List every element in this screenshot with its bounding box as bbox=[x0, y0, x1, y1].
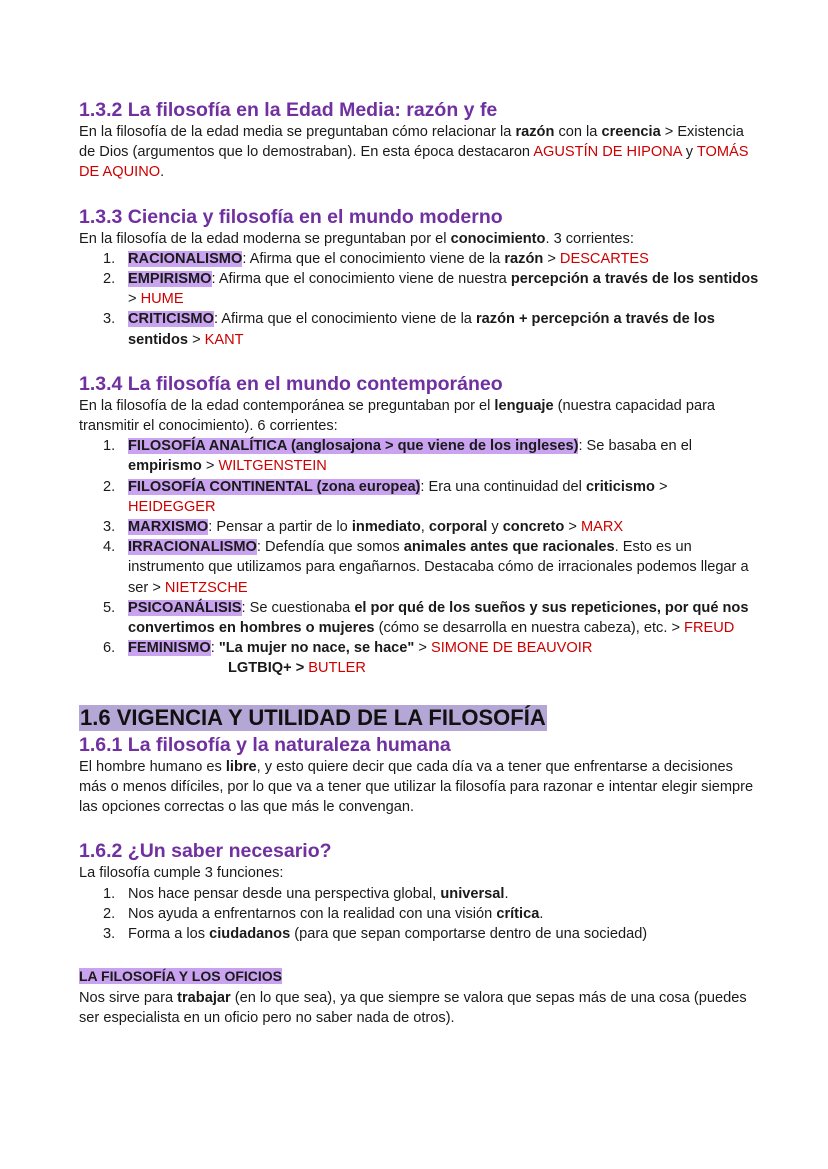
text: : Era una continuidad del bbox=[420, 478, 586, 495]
text: : Afirma que el conocimiento viene de la bbox=[242, 250, 505, 267]
list-number: 3. bbox=[103, 311, 116, 328]
text: y bbox=[681, 144, 697, 161]
bold-text: criticismo bbox=[585, 478, 655, 495]
list-number: 1. bbox=[103, 250, 116, 267]
list-number: 1. bbox=[103, 885, 116, 902]
list-number: 2. bbox=[103, 271, 116, 288]
section-heading: 1.3.3 Ciencia y filosofía en el mundo moderno bbox=[79, 205, 503, 228]
text: En la filosofía de la edad media se preguntaban cómo relacionar la bbox=[79, 124, 516, 140]
philosopher-name: KANT bbox=[204, 331, 244, 348]
list-item bbox=[79, 269, 759, 309]
text: (cómo se desarrolla en nuestra cabeza), etc. > bbox=[374, 620, 685, 637]
text: > bbox=[201, 458, 219, 475]
bold-text: libre bbox=[225, 758, 257, 775]
line-continuation bbox=[128, 658, 759, 678]
text: : Se basaba en el bbox=[578, 438, 693, 455]
spacer bbox=[79, 944, 759, 966]
text: > bbox=[188, 331, 205, 348]
bold-text: trabajar bbox=[177, 989, 231, 1006]
text: . bbox=[504, 885, 509, 902]
list-number: 6. bbox=[103, 640, 116, 657]
spacer bbox=[79, 183, 759, 205]
text: Forma a los bbox=[128, 926, 210, 943]
highlighted-term: FEMINISMO bbox=[128, 640, 211, 657]
list-number: 2. bbox=[103, 478, 116, 495]
text: : Afirma que el conocimiento viene de nuestra bbox=[211, 271, 511, 288]
text: Nos hace pensar desde una perspectiva global, bbox=[128, 885, 441, 902]
philosopher-name: TOMÁS DE AQUINO bbox=[79, 144, 749, 181]
text: > bbox=[128, 291, 141, 308]
list-item bbox=[79, 638, 759, 678]
list-item bbox=[79, 924, 759, 944]
bold-text: razón + percepción a través de los sentidos bbox=[128, 311, 715, 348]
philosopher-name: NIETZSCHE bbox=[164, 579, 248, 596]
bold-text: "La mujer no nace, se hace" bbox=[218, 640, 415, 657]
text: , y esto quiere decir que cada día va a tener que enfrentarse a decisiones más o menos difíciles, por lo que va a tener que utilizar la filosofía para razonar e intentar elegir siempre las opciones correctas o las que más le convengan. bbox=[79, 758, 754, 816]
list-number: 4. bbox=[103, 539, 116, 556]
text: (para que sepan comportarse dentro de una sociedad) bbox=[290, 926, 648, 943]
document-content bbox=[79, 98, 759, 1028]
text: . Esto es un instrumento que utilizamos para engañarnos. Destacaba cómo de irracionales podemos llegar a ser > bbox=[128, 539, 749, 596]
bold-text: creencia bbox=[601, 124, 661, 140]
text: La filosofía cumple 3 funciones: bbox=[79, 865, 284, 882]
bold-text: concreto bbox=[502, 519, 565, 536]
text: con la bbox=[554, 124, 602, 140]
highlighted-term: FILOSOFÍA ANALÍTICA (anglosajona > que viene de los ingleses) bbox=[128, 438, 579, 455]
bold-text: universal bbox=[440, 885, 505, 902]
bold-text: el por qué de los sueños y sus repeticiones, por qué nos convertimos en hombres o mujeres bbox=[128, 599, 749, 637]
philosopher-name: HUME bbox=[140, 291, 184, 308]
text: > bbox=[654, 478, 668, 495]
bold-text: inmediato bbox=[351, 519, 421, 536]
highlighted-term: EMPIRISMO bbox=[128, 271, 212, 288]
section-heading: 1.3.2 La filosofía en la Edad Media: razón y fe bbox=[79, 99, 498, 121]
philosopher-name: MARX bbox=[580, 519, 624, 536]
list-number: 1. bbox=[103, 438, 116, 455]
highlighted-term: RACIONALISMO bbox=[128, 250, 243, 267]
list-item bbox=[79, 517, 759, 537]
philosopher-name: DESCARTES bbox=[559, 250, 649, 267]
numbered-list bbox=[79, 436, 759, 678]
paragraph bbox=[79, 988, 759, 1028]
chapter-heading: 1.6 VIGENCIA Y UTILIDAD DE LA FILOSOFÍA bbox=[80, 704, 546, 730]
text: : Defendía que somos bbox=[256, 539, 404, 556]
paragraph bbox=[79, 122, 759, 183]
list-number: 3. bbox=[103, 519, 116, 536]
bold-text: razón bbox=[504, 250, 544, 267]
bold-text: conocimiento bbox=[450, 230, 546, 247]
text: Nos sirve para bbox=[79, 989, 178, 1006]
list-item bbox=[79, 884, 759, 904]
highlighted-term: MARXISMO bbox=[128, 519, 209, 536]
list-number: 3. bbox=[103, 926, 116, 943]
list-item bbox=[79, 904, 759, 924]
subheading: LA FILOSOFÍA Y LOS OFICIOS bbox=[79, 968, 283, 985]
paragraph bbox=[79, 396, 759, 436]
text: Nos ayuda a enfrentarnos con la realidad con una visión bbox=[128, 905, 497, 922]
numbered-list bbox=[79, 884, 759, 945]
list-item bbox=[79, 598, 759, 638]
section-heading: 1.6.2 ¿Un saber necesario? bbox=[79, 840, 332, 863]
text: . bbox=[160, 164, 165, 181]
text: . 3 corrientes: bbox=[545, 230, 634, 247]
bold-text: percepción a través de los sentidos bbox=[510, 271, 759, 288]
text: > bbox=[414, 640, 431, 657]
highlighted-term: FILOSOFÍA CONTINENTAL (zona europea) bbox=[128, 478, 421, 495]
text: > bbox=[543, 250, 560, 267]
text: (nuestra capacidad para transmitir el conocimiento). 6 corrientes: bbox=[79, 397, 716, 435]
highlighted-term: CRITICISMO bbox=[128, 311, 214, 328]
bold-text: razón bbox=[515, 124, 555, 140]
bold-text: lenguaje bbox=[494, 397, 554, 414]
highlighted-term: PSICOANÁLISIS bbox=[128, 599, 242, 616]
philosopher-name: SIMONE DE BEAUVOIR bbox=[430, 640, 593, 657]
list-item bbox=[79, 537, 759, 598]
philosopher-name: BUTLER bbox=[308, 660, 366, 677]
paragraph bbox=[79, 757, 759, 818]
spacer bbox=[79, 350, 759, 372]
list-item bbox=[79, 436, 759, 476]
bold-text: ciudadanos bbox=[209, 926, 291, 943]
philosopher-name: HEIDEGGER bbox=[128, 498, 216, 515]
list-item bbox=[79, 309, 759, 349]
spacer bbox=[79, 817, 759, 839]
numbered-list bbox=[79, 249, 759, 350]
paragraph bbox=[79, 863, 759, 883]
text: > bbox=[564, 519, 581, 536]
list-number: 2. bbox=[103, 905, 116, 922]
text: , bbox=[420, 519, 429, 536]
section-heading: 1.3.4 La filosofía en el mundo contemporáneo bbox=[79, 372, 503, 395]
text: : Se cuestionaba bbox=[241, 599, 355, 616]
philosopher-name: WILTGENSTEIN bbox=[218, 458, 327, 475]
section-heading: 1.6.1 La filosofía y la naturaleza humana bbox=[79, 733, 451, 756]
text: . bbox=[539, 905, 544, 922]
bold-text: empirismo bbox=[128, 458, 202, 475]
spacer bbox=[79, 679, 759, 701]
philosopher-name: AGUSTÍN DE HIPONA bbox=[533, 144, 682, 161]
list-item bbox=[79, 477, 759, 517]
paragraph bbox=[79, 229, 759, 249]
text: > Existencia de Dios (argumentos que lo demostraban). En esta época destacaron bbox=[79, 124, 744, 161]
text: En la filosofía de la edad contemporánea se preguntaban por el bbox=[79, 397, 495, 414]
bold-text: corporal bbox=[428, 519, 488, 536]
text: : Pensar a partir de lo bbox=[208, 519, 352, 536]
bold-text: animales antes que racionales bbox=[403, 539, 615, 556]
text: : bbox=[210, 640, 219, 657]
highlighted-term: IRRACIONALISMO bbox=[128, 539, 257, 556]
text: y bbox=[487, 519, 503, 536]
bold-text: LGTBIQ+ > bbox=[228, 660, 309, 677]
list-number: 5. bbox=[103, 599, 116, 616]
subheading-wrap bbox=[79, 966, 759, 987]
bold-text: crítica bbox=[496, 905, 540, 922]
philosopher-name: FREUD bbox=[684, 620, 735, 637]
text: (en lo que sea), ya que siempre se valora que sepas más de una cosa (puedes ser especialista en un oficio pero no saber nada de otros). bbox=[79, 989, 747, 1026]
text: En la filosofía de la edad moderna se preguntaban por el bbox=[79, 230, 451, 247]
text: El hombre humano es bbox=[79, 758, 226, 775]
text: : Afirma que el conocimiento viene de la bbox=[213, 311, 476, 328]
list-item bbox=[79, 249, 759, 269]
chapter-heading-wrap bbox=[79, 705, 759, 731]
